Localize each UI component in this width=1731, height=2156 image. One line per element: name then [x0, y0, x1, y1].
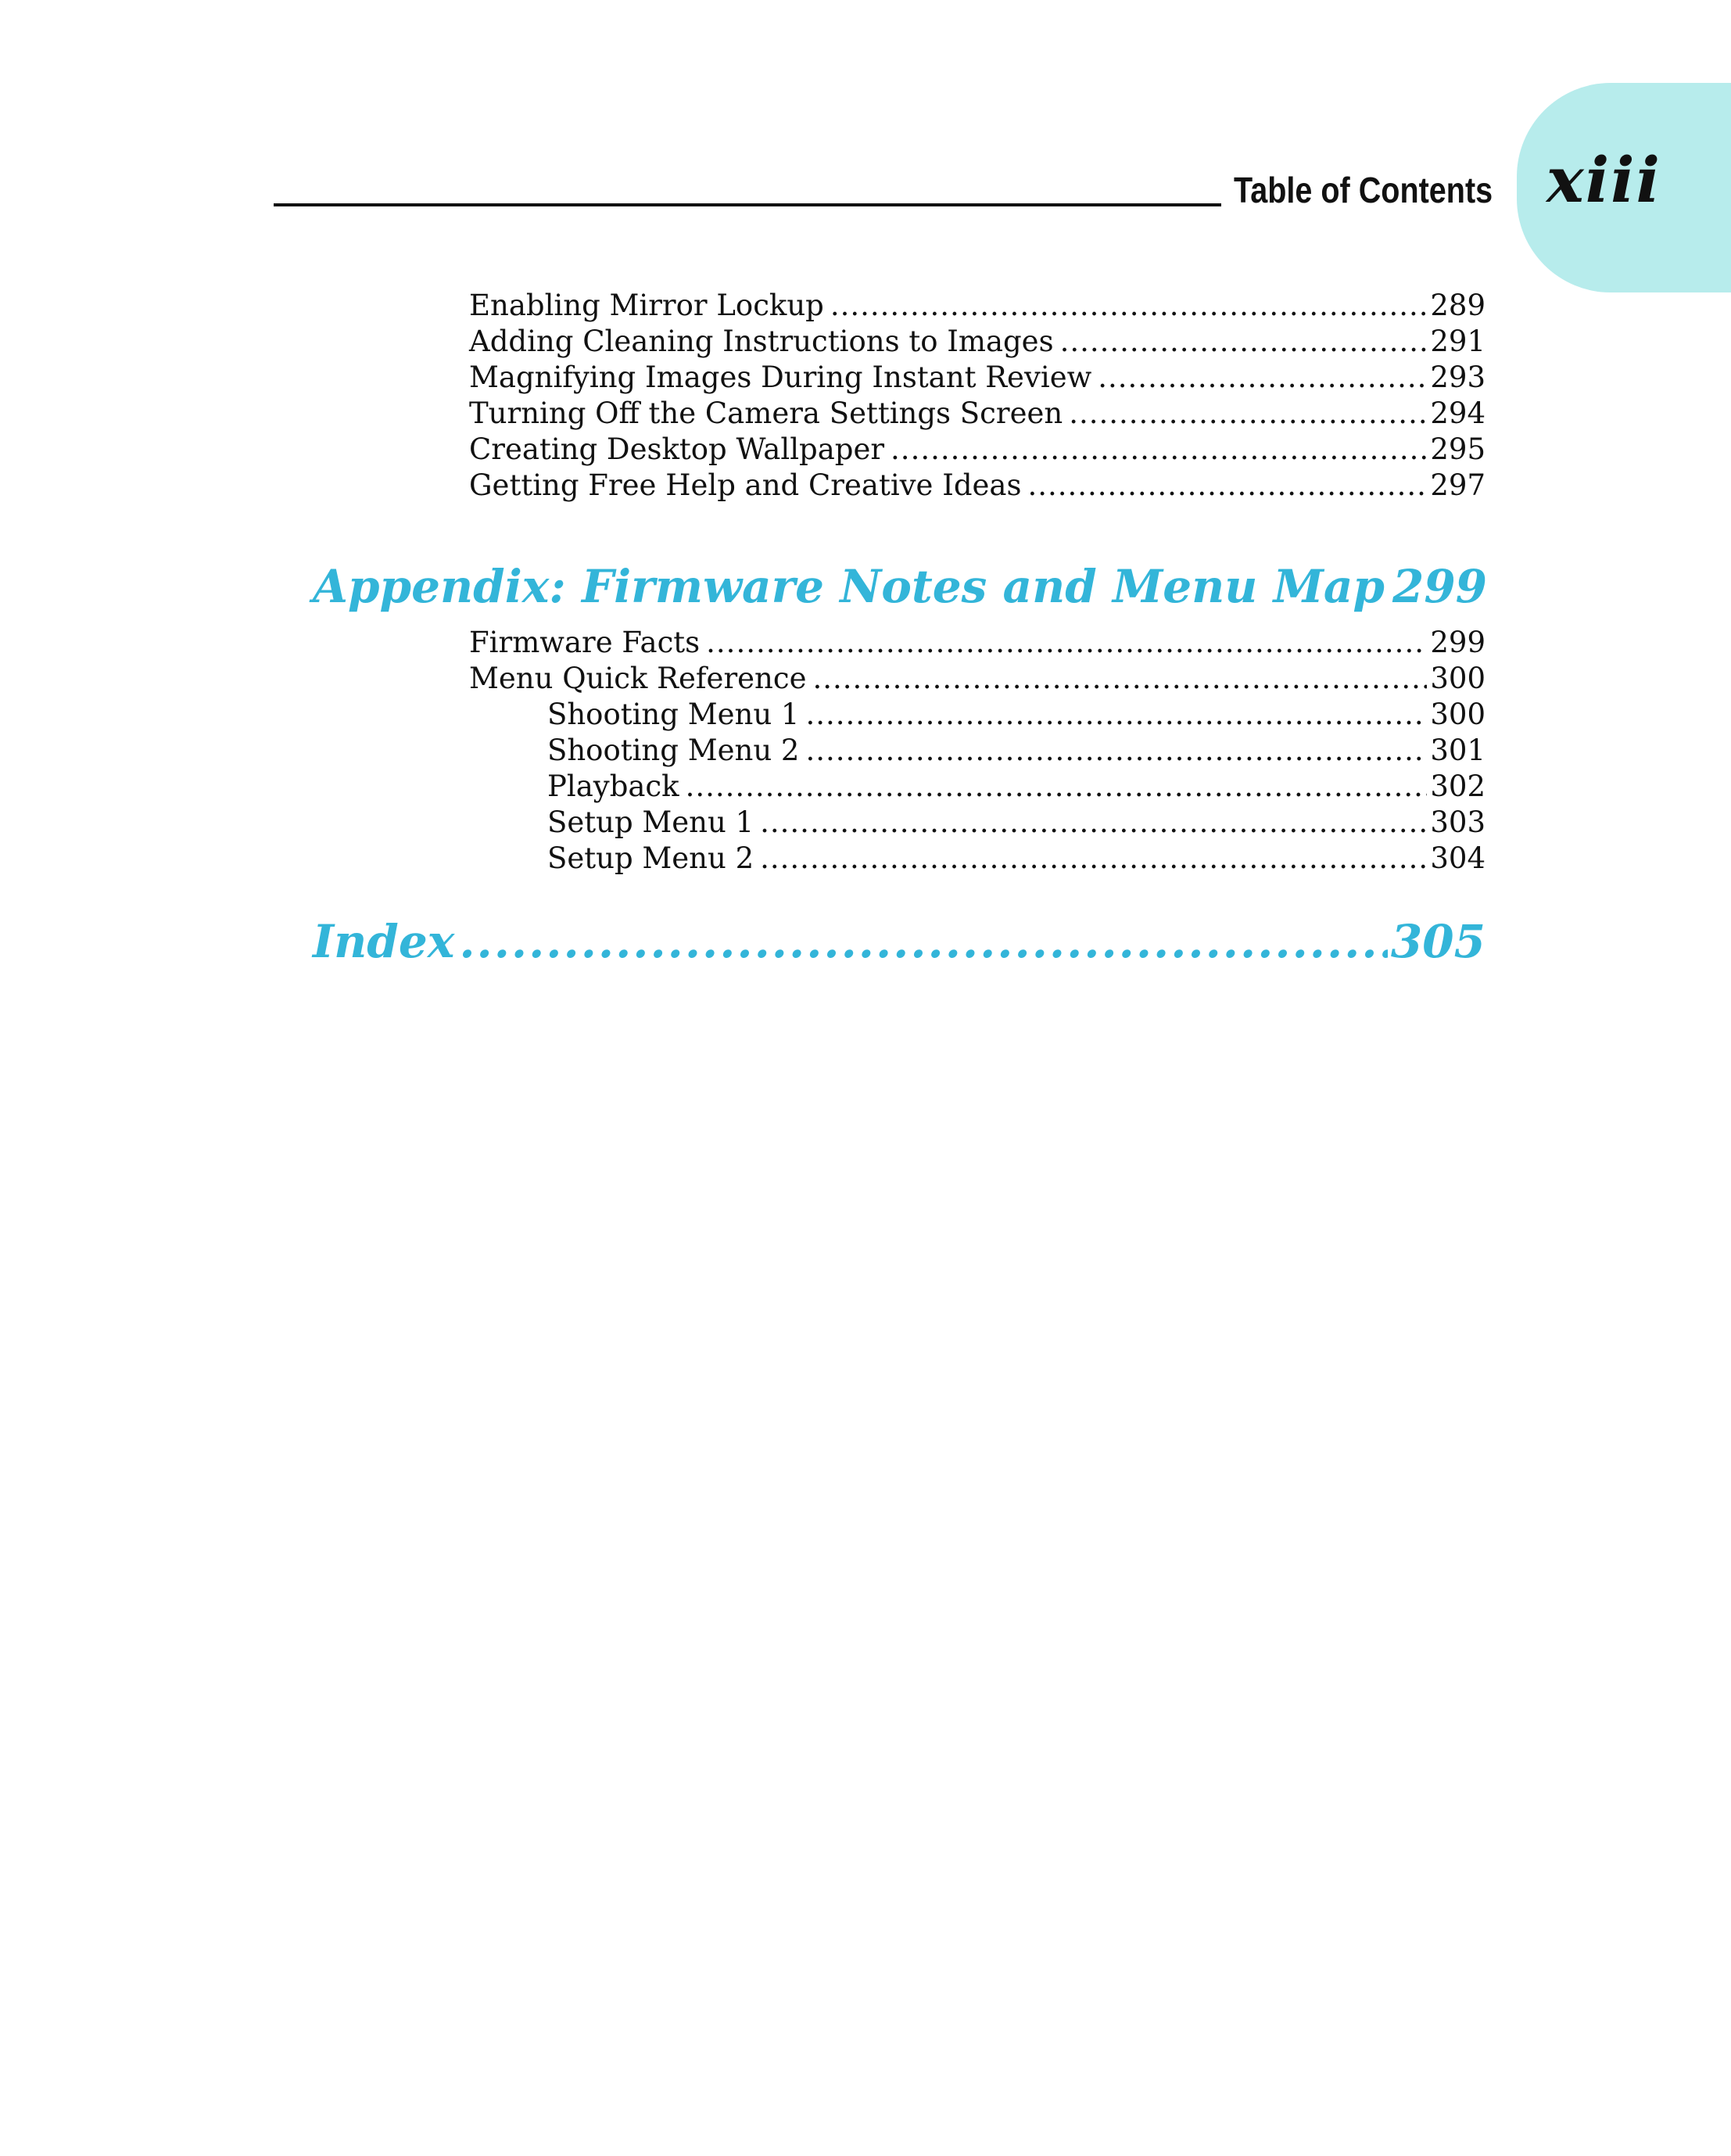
dot-leader: [760, 841, 1427, 877]
appendix-page: 299: [1392, 560, 1488, 613]
toc-entry-title: Playback: [547, 769, 679, 803]
dot-leader: [459, 913, 1388, 970]
index-page: 305: [1390, 915, 1486, 968]
running-head: Table of Contents: [1234, 170, 1493, 210]
toc-entry-page: 289: [1430, 289, 1486, 322]
toc-entry-page: 299: [1430, 626, 1486, 659]
dot-leader: [686, 769, 1428, 805]
toc-entry-title: Turning Off the Camera Settings Screen: [469, 396, 1063, 430]
dot-leader: [805, 733, 1427, 769]
toc-subentry[interactable]: [547, 769, 1486, 805]
dot-leader: [891, 432, 1427, 468]
dot-leader: [1027, 468, 1427, 504]
dot-leader: [1098, 360, 1427, 396]
toc-entry-page: 291: [1430, 325, 1486, 358]
dot-leader: [812, 661, 1427, 697]
toc-entry-page: 293: [1430, 361, 1486, 394]
toc-entry-title: Creating Desktop Wallpaper: [469, 432, 885, 466]
toc-entry-title: Setup Menu 1: [547, 805, 754, 839]
toc-subentry[interactable]: [547, 841, 1486, 877]
header-rule: [274, 203, 1221, 206]
toc-entry-page: 295: [1430, 432, 1486, 466]
toc-entry-title: Magnifying Images During Instant Review: [469, 361, 1092, 394]
toc-entry-page: 297: [1430, 468, 1486, 502]
toc-entry[interactable]: [469, 288, 1486, 324]
toc-entry-title: Getting Free Help and Creative Ideas: [469, 468, 1022, 502]
toc-entry[interactable]: [469, 661, 1486, 697]
toc-entry-title: Shooting Menu 2: [547, 734, 800, 767]
index-title: Index: [313, 915, 455, 968]
toc-entry-page: 304: [1430, 841, 1486, 875]
toc-entry-title: Shooting Menu 1: [547, 698, 800, 731]
toc-entry[interactable]: [469, 396, 1486, 432]
toc-subentry[interactable]: [547, 697, 1486, 733]
toc-entry-title: Setup Menu 2: [547, 841, 754, 875]
dot-leader: [760, 805, 1427, 841]
dot-leader: [830, 288, 1428, 324]
toc-entry[interactable]: [469, 360, 1486, 396]
toc-entry-page: 302: [1430, 769, 1486, 803]
page-number: xiii: [1546, 143, 1661, 217]
dot-leader: [1069, 396, 1427, 432]
toc-entry[interactable]: [469, 432, 1486, 468]
toc-entry-title: Menu Quick Reference: [469, 662, 807, 695]
index-heading[interactable]: [313, 913, 1486, 970]
toc-entry-page: 294: [1430, 396, 1486, 430]
toc-entry[interactable]: [469, 468, 1486, 504]
toc-entry[interactable]: [469, 625, 1486, 661]
toc-entry-page: 300: [1430, 662, 1486, 695]
dot-leader: [706, 625, 1427, 661]
toc-entry-page: 303: [1430, 805, 1486, 839]
toc-entry-title: Firmware Facts: [469, 626, 701, 659]
toc-entry-page: 300: [1430, 698, 1486, 731]
toc-entry-page: 301: [1430, 734, 1486, 767]
appendix-title: Appendix: Firmware Notes and Menu Map: [313, 560, 1385, 613]
toc-entry-title: Enabling Mirror Lockup: [469, 289, 824, 322]
appendix-heading[interactable]: [313, 558, 1486, 615]
toc-entry-title: Adding Cleaning Instructions to Images: [469, 325, 1054, 358]
toc-entry[interactable]: [469, 324, 1486, 360]
dot-leader: [805, 697, 1427, 733]
toc-subentry[interactable]: [547, 733, 1486, 769]
toc-subentry[interactable]: [547, 805, 1486, 841]
dot-leader: [1060, 324, 1428, 360]
